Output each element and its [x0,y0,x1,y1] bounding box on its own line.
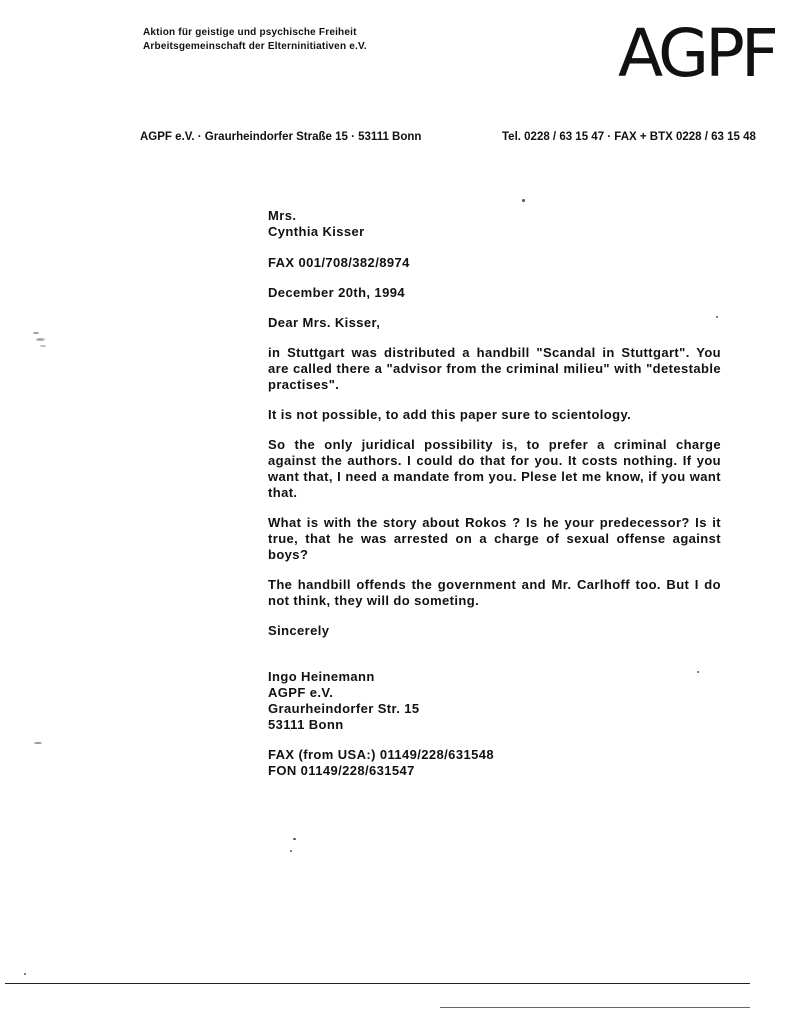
signature-fax: FAX (from USA:) 01149/228/631548 [268,747,494,762]
sender-contact: Tel. 0228 / 63 15 47 · FAX + BTX 0228 / 63 15 48 [502,131,756,143]
paragraph-1: in Stuttgart was distributed a handbill "Scandal in Stuttgart". You are called there a "advisor from the criminal milieu" with "detestable practises". [268,345,721,392]
paragraph-2: It is not possible, to add this paper sure to scientology. [268,407,632,422]
signature-org: AGPF e.V. [268,685,334,700]
scan-speck [522,199,525,202]
scan-speck [40,345,46,347]
scan-speck [34,742,42,744]
org-line-1: Aktion für geistige und psychische Freiheit [143,27,357,38]
paragraph-3: So the only juridical possibility is, to prefer a criminal charge against the authors. I could do that for you. It costs nothing. If you want that, I need a mandate from you. Plese let me know, if you want that. [268,437,721,500]
scan-edge-line [440,1007,750,1008]
scan-speck [36,338,45,341]
recipient-fax: FAX 001/708/382/8974 [268,255,410,270]
paragraph-4: What is with the story about Rokos ? Is he your predecessor? Is it true, that he was arrested on a charge of sexual offense against boys? [268,515,721,562]
recipient-title: Mrs. [268,208,297,223]
scan-speck [697,671,699,673]
scan-speck [33,332,39,334]
signature-name: Ingo Heinemann [268,669,375,684]
scan-edge-line [5,983,750,984]
scan-speck [24,973,26,975]
signature-street: Graurheindorfer Str. 15 [268,701,420,716]
signature-block [268,669,721,779]
organization-name [143,26,367,54]
paragraph-5: The handbill offends the government and Mr. Carlhoff too. But I do not think, they will do someting. [268,577,721,608]
salutation: Dear Mrs. Kisser, [268,315,381,330]
scan-speck [716,316,718,318]
org-line-2: Arbeitsgemeinschaft der Elterninitiativen e.V. [143,41,367,52]
letter-body [268,208,721,779]
scan-speck [290,850,292,852]
agpf-logo: AGPF [618,15,775,92]
closing: Sincerely [268,623,330,638]
recipient-name: Cynthia Kisser [268,224,365,239]
signature-city: 53111 Bonn [268,717,344,732]
signature-phone: FON 01149/228/631547 [268,763,415,778]
letter-date: December 20th, 1994 [268,285,405,300]
sender-address: AGPF e.V. · Graurheindorfer Straße 15 · 53111 Bonn [140,131,422,143]
scan-speck [293,838,296,840]
